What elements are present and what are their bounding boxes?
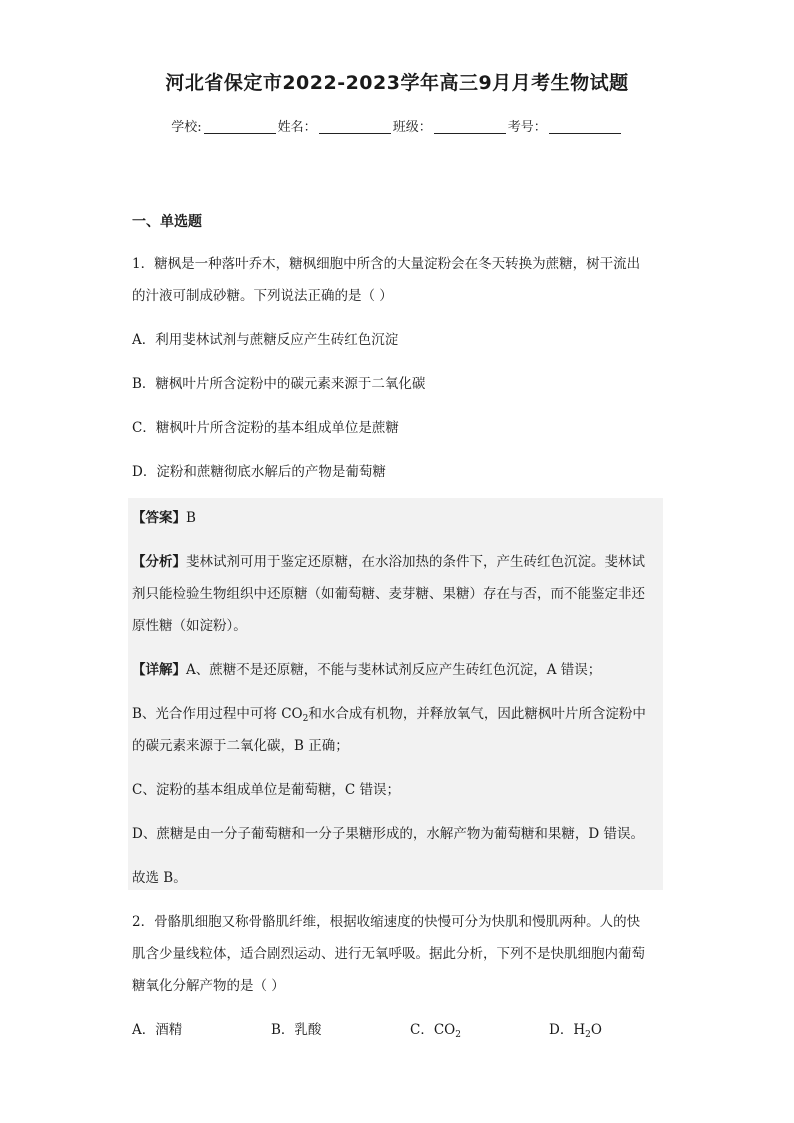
school-label: 学校: <box>171 120 202 135</box>
q2-option-d-pre: D．H <box>549 1022 586 1038</box>
q1-analysis-line3: 原性糖（如淀粉）。 <box>132 618 247 634</box>
q2-option-b: B．乳酸 <box>271 1022 322 1038</box>
q1-option-c: C．糖枫叶片所含淀粉的基本组成单位是蔗糖 <box>132 420 399 436</box>
page-title: 河北省保定市2022-2023学年高三9月月考生物试题 <box>165 72 629 94</box>
name-label: 姓名： <box>277 120 317 135</box>
q1-detail-b-line2: 的碳元素来源于二氧化碳，B 正确； <box>132 738 349 754</box>
detail-a-text: A、蔗糖不是还原糖，不能与斐林试剂反应产生砖红色沉淀，A 错误； <box>186 662 602 678</box>
q1-option-b: B．糖枫叶片所含淀粉中的碳元素来源于二氧化碳 <box>132 376 426 392</box>
detail-b-pre: B、光合作用过程中可将 CO <box>132 706 303 722</box>
analysis-tag: 【分析】 <box>132 554 186 570</box>
q1-detail-b <box>132 702 646 722</box>
answer-tag: 【答案】 <box>132 510 186 526</box>
exam-no-label: 考号： <box>507 120 547 135</box>
q1-detail-c: C、淀粉的基本组成单位是葡萄糖，C 错误； <box>132 782 400 798</box>
q2-stem-line1: 2．骨骼肌细胞又称骨骼肌纤维，根据收缩速度的快慢可分为快肌和慢肌两种。人的快 <box>132 914 641 930</box>
q1-detail-a <box>132 658 601 678</box>
detail-tag: 【详解】 <box>132 662 186 678</box>
q1-answer <box>132 506 196 526</box>
q2-option-d-sub: 2 <box>585 1030 591 1040</box>
answer-value: B <box>186 510 196 526</box>
student-info-line <box>0 116 794 135</box>
school-blank <box>204 119 276 134</box>
q2-option-c-pre: C．CO <box>410 1022 456 1038</box>
q1-detail-d: D、蔗糖是由一分子葡萄糖和一分子果糖形成的，水解产物为葡萄糖和果糖，D 错误。 <box>132 826 644 842</box>
q1-stem-line2: 的汁液可制成砂糖。下列说法正确的是（ ） <box>132 288 393 304</box>
q2-option-d <box>549 1018 602 1038</box>
exam-no-blank <box>549 119 621 134</box>
q2-option-a: A．酒精 <box>132 1022 183 1038</box>
class-blank <box>434 119 506 134</box>
detail-b-sub: 2 <box>302 714 309 724</box>
q1-conclusion: 故选 B。 <box>132 870 187 886</box>
class-label: 班级： <box>392 120 432 135</box>
q2-option-c <box>410 1018 461 1038</box>
q1-option-d: D．淀粉和蔗糖彻底水解后的产物是葡萄糖 <box>132 464 386 480</box>
q2-option-c-sub: 2 <box>455 1030 461 1040</box>
analysis-text-1: 斐林试剂可用于鉴定还原糖，在水浴加热的条件下，产生砖红色沉淀。斐林试 <box>186 554 645 570</box>
q1-analysis-line1 <box>132 550 645 570</box>
detail-b-post: 和水合成有机物，并释放氧气，因此糖枫叶片所含淀粉中 <box>308 706 646 722</box>
q2-stem-line2: 肌含少量线粒体，适合剧烈运动、进行无氧呼吸。据此分析，下列不是快肌细胞内葡萄 <box>132 946 645 962</box>
q2-stem-line3: 糖氧化分解产物的是（ ） <box>132 978 285 994</box>
name-blank <box>319 119 391 134</box>
q2-option-d-post: O <box>590 1022 602 1038</box>
q1-analysis-line2: 剂只能检验生物组织中还原糖（如葡萄糖、麦芽糖、果糖）存在与否，而不能鉴定非还 <box>132 586 645 602</box>
q1-option-a: A．利用斐林试剂与蔗糖反应产生砖红色沉淀 <box>132 332 399 348</box>
q1-stem-line1: 1．糖枫是一种落叶乔木，糖枫细胞中所含的大量淀粉会在冬天转换为蔗糖，树干流出 <box>132 256 641 272</box>
section-title: 一、单选题 <box>132 214 202 230</box>
